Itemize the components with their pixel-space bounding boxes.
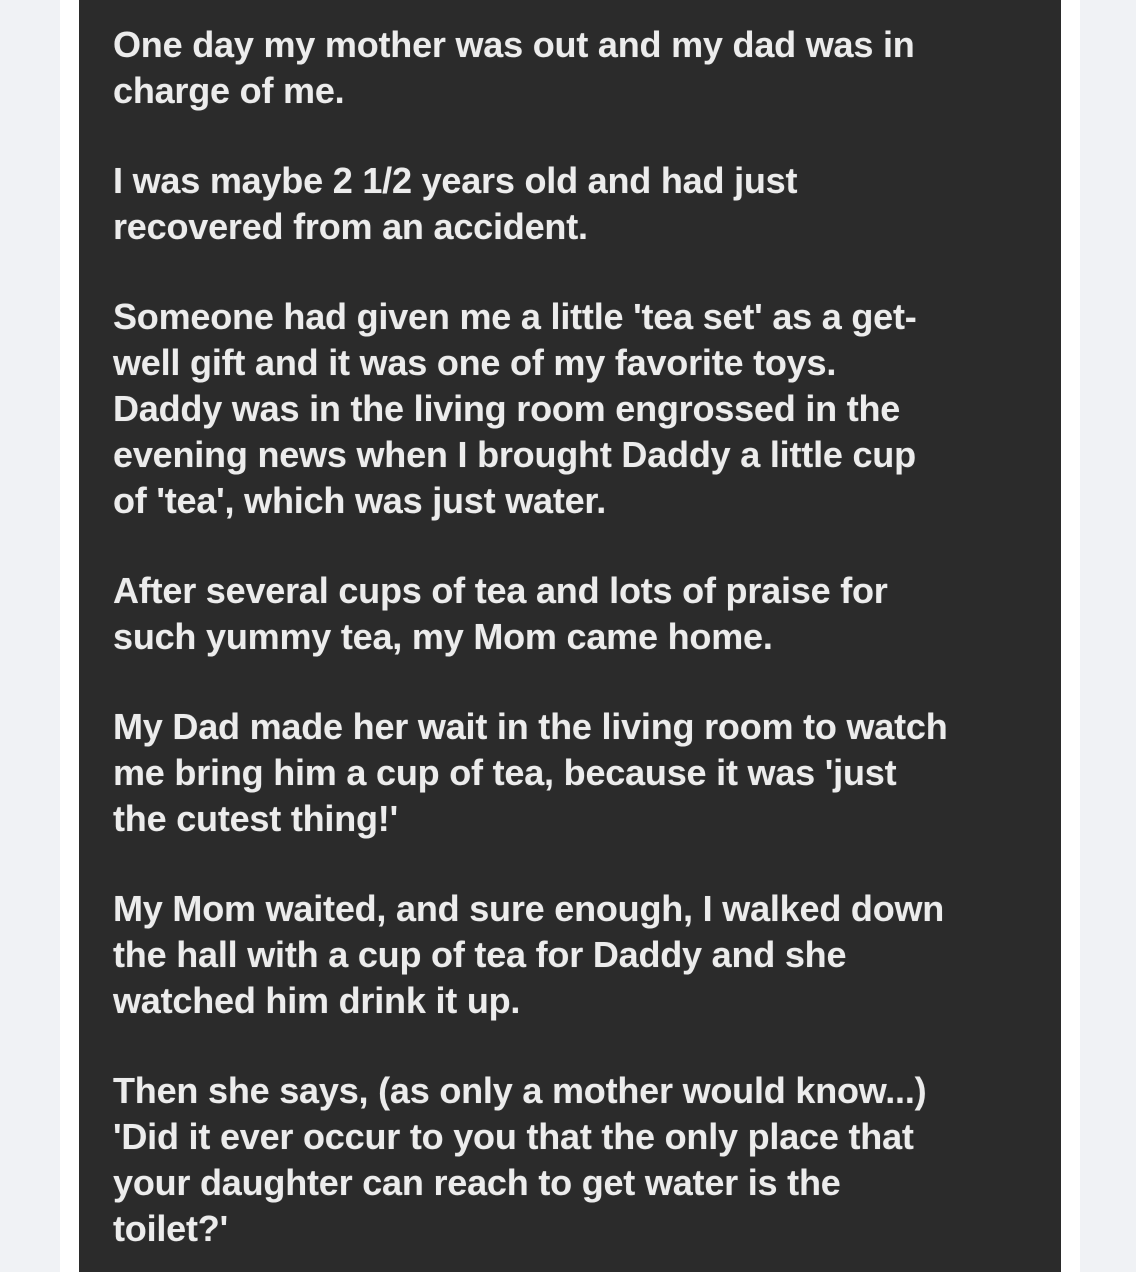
post-image-text[interactable] (79, 0, 1061, 1272)
story-paragraph-5: My Dad made her wait in the living room to watch me bring him a cup of tea, because it was 'just the cutest thing!' (113, 706, 948, 839)
story-paragraph-2: I was maybe 2 1/2 years old and had just recovered from an accident. (113, 160, 798, 247)
story-paragraph-7: Then she says, (as only a mother would know...) 'Did it ever occur to you that the only place that your daughter can reach to get water is the toilet?' (113, 1070, 927, 1249)
story-paragraph-6: My Mom waited, and sure enough, I walked down the hall with a cup of tea for Daddy and she watched him drink it up. (113, 888, 945, 1021)
story-paragraph-4: After several cups of tea and lots of praise for such yummy tea, my Mom came home. (113, 570, 888, 657)
story-paragraph-3: Someone had given me a little 'tea set' as a get- well gift and it was one of my favorite toys. Daddy was in the living room engrossed in the evening news when I brought Daddy a little cup of 'tea', which was just water. (113, 296, 917, 521)
story-paragraph-1: One day my mother was out and my dad was in charge of me. (113, 24, 915, 111)
